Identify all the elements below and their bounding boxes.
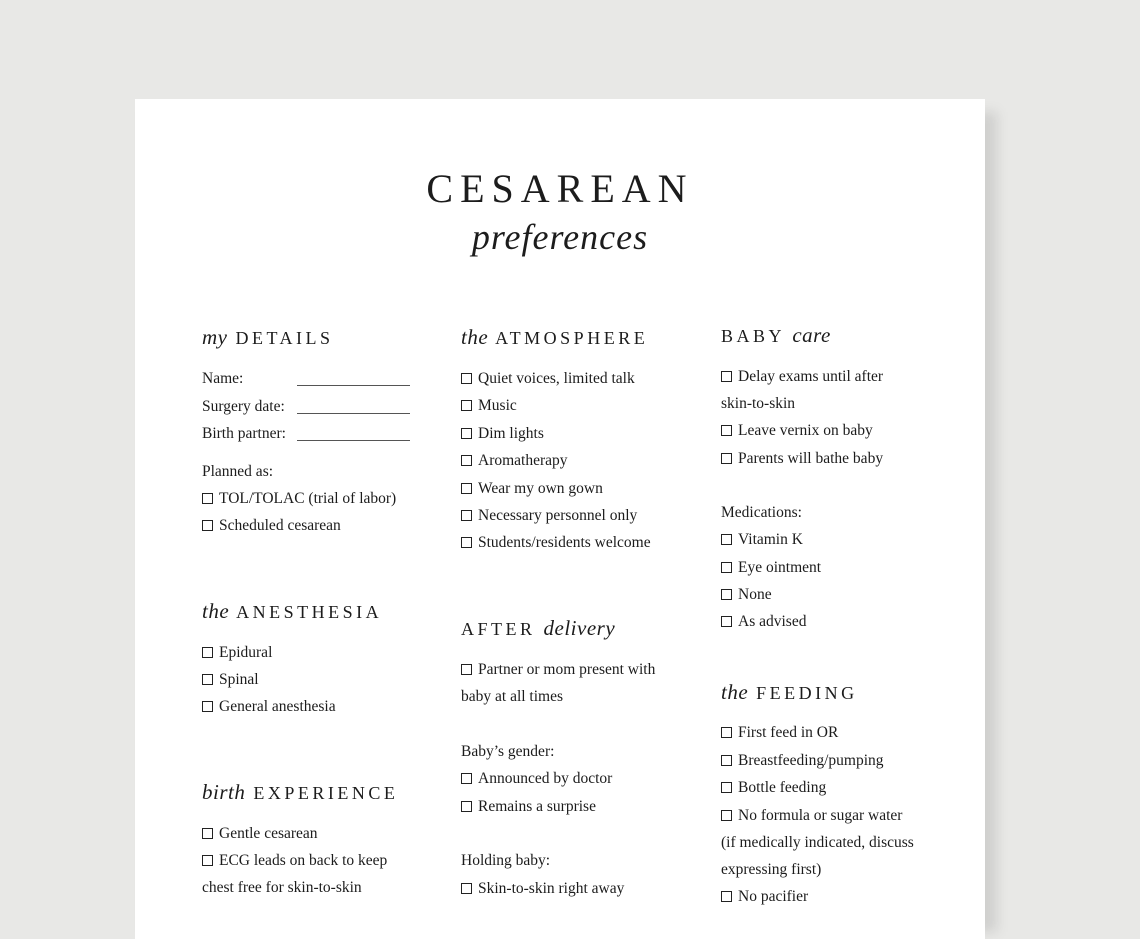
baby-care-heading-text: BABY: [721, 326, 785, 346]
medications-label: Medications:: [721, 504, 802, 521]
feeding-no-formula-cont2: expressing first): [721, 861, 822, 878]
feeding-no-pacifier[interactable]: No pacifier: [721, 887, 808, 907]
holding-baby-label: Holding baby:: [461, 852, 551, 869]
birth-partner-field[interactable]: [297, 440, 410, 441]
gender-surprise-option[interactable]: Remains a surprise: [461, 797, 596, 817]
ecg-leads-option[interactable]: ECG leads on back to keep: [202, 851, 387, 871]
checkbox[interactable]: [461, 455, 472, 466]
atmosphere-dim-lights[interactable]: Dim lights: [461, 424, 544, 444]
partner-present-option[interactable]: Partner or mom present with: [461, 660, 655, 680]
atmosphere-students[interactable]: Students/residents welcome: [461, 533, 651, 553]
atmosphere-heading: [461, 325, 648, 350]
checkbox[interactable]: [461, 373, 472, 384]
checkbox[interactable]: [202, 520, 213, 531]
checkbox[interactable]: [461, 883, 472, 894]
after-heading-text: AFTER: [461, 619, 536, 639]
checkbox[interactable]: [721, 589, 732, 600]
tol-option[interactable]: TOL/TOLAC (trial of labor): [202, 489, 396, 509]
atmosphere-heading-text: ATMOSPHERE: [495, 328, 649, 348]
baby-care-heading-script: care: [792, 323, 831, 347]
checkbox[interactable]: [202, 828, 213, 839]
checkbox[interactable]: [202, 674, 213, 685]
planned-as-label: Planned as:: [202, 463, 274, 480]
skin-to-skin-option[interactable]: Skin-to-skin right away: [461, 879, 624, 899]
anesthesia-epidural[interactable]: Epidural: [202, 643, 272, 663]
details-heading: [202, 325, 334, 350]
feeding-bottle[interactable]: Bottle feeding: [721, 778, 826, 798]
anesthesia-general[interactable]: General anesthesia: [202, 697, 336, 717]
scheduled-option[interactable]: Scheduled cesarean: [202, 516, 341, 536]
document-page: [135, 99, 985, 939]
checkbox[interactable]: [461, 483, 472, 494]
feeding-breastfeeding[interactable]: Breastfeeding/pumping: [721, 751, 884, 771]
delay-exams-option-cont: skin-to-skin: [721, 395, 796, 412]
feeding-no-formula-cont: (if medically indicated, discuss: [721, 834, 914, 851]
birth-heading-text: EXPERIENCE: [253, 783, 399, 803]
medication-eye-ointment[interactable]: Eye ointment: [721, 558, 821, 578]
anesthesia-heading-script: the: [202, 599, 230, 623]
partner-present-option-cont: baby at all times: [461, 688, 564, 705]
feeding-no-formula[interactable]: No formula or sugar water: [721, 806, 902, 826]
ecg-leads-option-cont: chest free for skin-to-skin: [202, 879, 362, 896]
atmosphere-gown[interactable]: Wear my own gown: [461, 479, 603, 499]
atmosphere-aromatherapy[interactable]: Aromatherapy: [461, 451, 568, 471]
checkbox[interactable]: [721, 727, 732, 738]
checkbox[interactable]: [202, 701, 213, 712]
checkbox[interactable]: [461, 510, 472, 521]
checkbox[interactable]: [721, 810, 732, 821]
delay-exams-option[interactable]: Delay exams until after: [721, 367, 883, 387]
checkbox[interactable]: [721, 371, 732, 382]
feeding-first-feed[interactable]: First feed in OR: [721, 723, 838, 743]
checkbox[interactable]: [202, 493, 213, 504]
checkbox[interactable]: [721, 891, 732, 902]
checkbox[interactable]: [721, 453, 732, 464]
checkbox[interactable]: [721, 534, 732, 545]
feeding-heading-script: the: [721, 680, 749, 704]
babys-gender-label: Baby’s gender:: [461, 743, 555, 760]
anesthesia-heading-text: ANESTHESIA: [236, 602, 383, 622]
details-heading-script: my: [202, 325, 228, 349]
checkbox[interactable]: [461, 537, 472, 548]
checkbox[interactable]: [202, 855, 213, 866]
gender-announced-option[interactable]: Announced by doctor: [461, 769, 612, 789]
checkbox[interactable]: [721, 616, 732, 627]
name-field[interactable]: [297, 385, 410, 386]
checkbox[interactable]: [461, 801, 472, 812]
details-heading-text: DETAILS: [235, 328, 334, 348]
atmosphere-heading-script: the: [461, 325, 489, 349]
bathe-option[interactable]: Parents will bathe baby: [721, 449, 883, 469]
checkbox[interactable]: [461, 773, 472, 784]
checkbox[interactable]: [721, 425, 732, 436]
medication-vitamin-k[interactable]: Vitamin K: [721, 530, 803, 550]
anesthesia-spinal[interactable]: Spinal: [202, 670, 259, 690]
birth-heading-script: birth: [202, 780, 246, 804]
page-title: CESAREAN: [426, 166, 694, 211]
medication-none[interactable]: None: [721, 585, 772, 605]
checkbox[interactable]: [721, 562, 732, 573]
after-delivery-heading: [461, 616, 615, 641]
vernix-option[interactable]: Leave vernix on baby: [721, 421, 873, 441]
birth-experience-heading: [202, 780, 398, 805]
surgery-date-field[interactable]: [297, 413, 410, 414]
checkbox[interactable]: [461, 400, 472, 411]
gentle-cesarean-option[interactable]: Gentle cesarean: [202, 824, 318, 844]
checkbox[interactable]: [721, 782, 732, 793]
checkbox[interactable]: [202, 647, 213, 658]
anesthesia-heading: [202, 599, 382, 624]
after-heading-script: delivery: [543, 616, 616, 640]
feeding-heading: [721, 680, 858, 705]
page-subtitle: preferences: [471, 217, 649, 257]
checkbox[interactable]: [461, 428, 472, 439]
atmosphere-personnel[interactable]: Necessary personnel only: [461, 506, 637, 526]
checkbox[interactable]: [461, 664, 472, 675]
medication-as-advised[interactable]: As advised: [721, 612, 806, 632]
surgery-date-label: Surgery date:: [202, 398, 285, 415]
atmosphere-quiet[interactable]: Quiet voices, limited talk: [461, 369, 635, 389]
baby-care-heading: [721, 323, 831, 348]
name-label: Name:: [202, 370, 244, 387]
atmosphere-music[interactable]: Music: [461, 396, 517, 416]
birth-partner-label: Birth partner:: [202, 425, 286, 442]
checkbox[interactable]: [721, 755, 732, 766]
feeding-heading-text: FEEDING: [756, 683, 858, 703]
